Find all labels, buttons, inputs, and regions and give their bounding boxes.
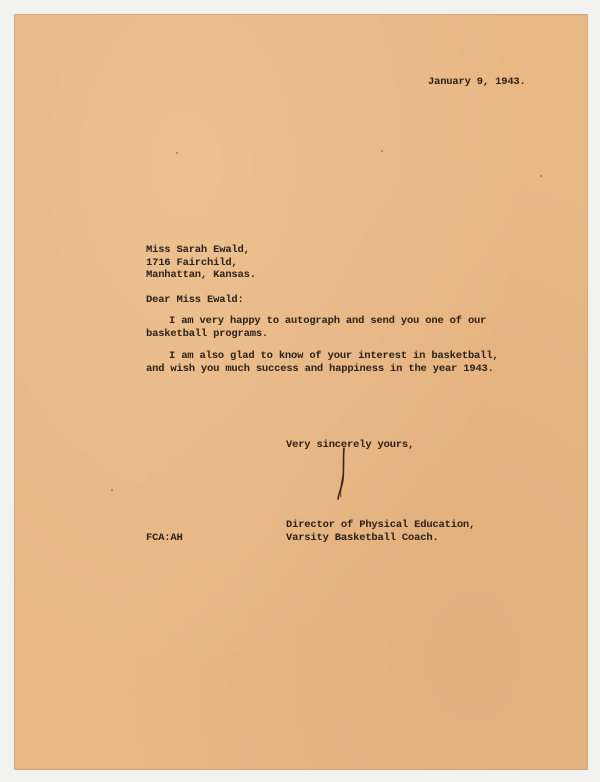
letter-page [14, 14, 588, 770]
salutation: Dear Miss Ewald: [146, 294, 244, 306]
recipient-name: Miss Sarah Ewald, [146, 244, 250, 256]
recipient-street: 1716 Fairchild, [146, 257, 238, 269]
paper-speck [176, 152, 178, 154]
paragraph1-line1: I am very happy to autograph and send you one of our [169, 315, 487, 327]
letter-date: January 9, 1943. [428, 76, 526, 88]
paragraph2-line2: and wish you much success and happiness in the year 1943. [146, 363, 494, 375]
recipient-city: Manhattan, Kansas. [146, 269, 256, 281]
paper-speck [111, 489, 113, 491]
paper-speck [540, 175, 542, 177]
signer-title-line1: Director of Physical Education, [286, 519, 476, 531]
paragraph2-line1: I am also glad to know of your interest in basketball, [169, 350, 499, 362]
closing: Very sincerely yours, [286, 439, 415, 451]
paragraph1-line2: basketball programs. [146, 328, 269, 340]
signature-mark [331, 445, 355, 505]
signer-title-line2: Varsity Basketball Coach. [286, 532, 439, 544]
paper-speck [381, 150, 383, 152]
reference-initials: FCA:AH [146, 532, 183, 544]
